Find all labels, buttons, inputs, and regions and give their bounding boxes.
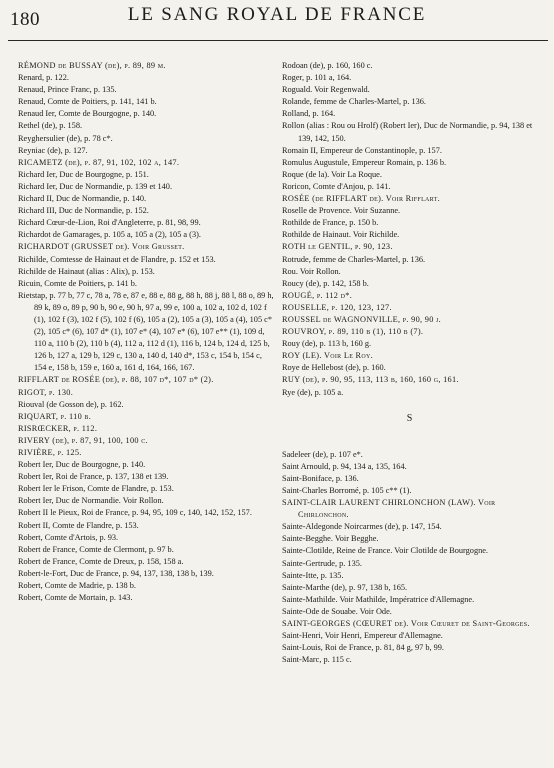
index-entry: Saint-Henri, Voir Henri, Empereur d'Allemagne. — [282, 631, 443, 641]
r-entries — [282, 60, 538, 399]
index-entry: Richard III, Duc de Normandie, p. 152. — [18, 206, 149, 216]
index-entry: Robert Ier, Duc de Normandie. Voir Rollon. — [18, 496, 164, 506]
index-entry: Saint-Charles Borromé, p. 105 c** (1). — [282, 486, 412, 495]
index-entry: Robert II le Pieux, Roi de France, p. 94, 95, 109 c, 140, 142, 152, 157. — [18, 508, 252, 518]
index-entry: Reyniac (de), p. 127. — [18, 145, 88, 155]
index-entry: ROUVROY, p. 89, 110 b (1), 110 b (7). — [282, 327, 424, 337]
index-entry: Roselle de Provence. Voir Suzanne. — [282, 206, 401, 216]
index-entry: Ricuin, Comte de Poitiers, p. 141 b. — [18, 278, 137, 288]
s-entries — [282, 449, 538, 667]
index-entry: Sainte-Aldegonde Noircarmes (de), p. 147, 154. — [282, 522, 442, 532]
index-entry: RICHARDOT (GRUSSET de). Voir Grusset. — [18, 242, 185, 252]
index-entry: Roque (de la). Voir La Roque. — [282, 169, 382, 179]
index-entry: Richard Ier, Duc de Bourgogne, p. 151. — [18, 169, 149, 179]
index-entry: Rothilde de France, p. 150 b. — [282, 218, 379, 228]
index-entry: Rou. Voir Rollon. — [282, 266, 341, 276]
section-letter: S — [406, 412, 414, 424]
right-index-column — [282, 60, 538, 666]
index-entry: Rethel (de), p. 158. — [18, 121, 83, 131]
index-entry: Richard Ier, Duc de Normandie, p. 139 et 140. — [18, 181, 173, 191]
index-entry: Roger, p. 101 a, 164. — [282, 73, 352, 83]
index-entry: Sainte-Ode de Souabe. Voir Ode. — [282, 606, 392, 616]
index-entry: RÉMOND de BUSSAY (de), p. 89, 89 m. — [18, 61, 166, 70]
index-entry: ROUSELLE, p. 120, 123, 127. — [282, 302, 392, 312]
index-entry: Richardot de Gamarages, p. 105 a, 105 a (2), 105 a (3). — [18, 230, 201, 240]
index-entry: ROUGÉ, p. 112 d*. — [282, 290, 353, 300]
index-entry: Romain II, Empereur de Constantinople, p. 157. — [282, 145, 442, 155]
index-entry: Sainte-Gertrude, p. 135. — [282, 558, 362, 568]
index-entry: Sainte-Clotilde, Reine de France. Voir Clotilde de Bourgogne. — [282, 546, 489, 556]
index-entry: RIVERY (de), p. 87, 91, 100, 100 c. — [18, 435, 148, 445]
index-entry: Richilde de Hainaut (alias : Alix), p. 153. — [18, 266, 155, 276]
index-entry: Rolande, femme de Charles-Martel, p. 136. — [282, 97, 427, 107]
index-entry: Riouval (de Gosson de), p. 162. — [18, 399, 124, 409]
index-entry: Sainte-Itte, p. 135. — [282, 570, 344, 580]
index-entry: Renaud, Comte de Poitiers, p. 141, 141 b. — [18, 97, 157, 107]
index-entry: Robert, Comte de Mortain, p. 143. — [18, 593, 133, 603]
index-entry: SAINT-GEORGES (CŒURET de). Voir Cœuret de Saint-Georges. — [282, 619, 530, 629]
index-entry: Rouy (de), p. 113 b, 160 g. — [282, 339, 372, 349]
index-entry: Robert II, Comte de Flandre, p. 153. — [18, 520, 139, 530]
index-entry: Sainte-Mathilde. Voir Mathilde, Impératrice d'Allemagne. — [282, 594, 475, 604]
index-entry: RIVIÈRE, p. 125. — [18, 448, 82, 457]
index-entry: Renaud Ier, Comte de Bourgogne, p. 140. — [18, 109, 157, 119]
running-title: LE SANG ROYAL DE FRANCE — [127, 4, 427, 25]
index-entry: Rollon (alias : Rou ou Hrolf) (Robert Ier), Duc de Normandie, p. 94, 138 et 139, 142, 150. — [282, 121, 533, 143]
index-entry: Reyghersulier (de), p. 78 c*. — [18, 133, 113, 143]
index-entry: Saint-Boniface, p. 136. — [282, 473, 359, 483]
index-entry: Saint-Marc, p. 115 c. — [282, 655, 352, 665]
index-entry: Saint Arnould, p. 94, 134 a, 135, 164. — [282, 461, 407, 471]
index-entry: ROY (LE). Voir Le Roy. — [282, 351, 374, 361]
index-entry: Rietstap, p. 77 b, 77 c, 78 a, 78 e, 87 e, 88 e, 88 g, 88 h, 88 j, 88 l, 88 o, 89 h, 89 k, 89 o, 89 p, 90 b, 90 e, 90 h, 97 a, 99 e, 100 a, 102 a, 102 d, 102 f (1), 102 f (3), 102 f (5), 102 f (6), 105 a (2), 105 a (3), 105 a (4), 105 c* (2), 105 c* (6), 107 d* (1), 107 e* (4), 107 e* (6), 107 e** (1), 109 d, 110 a, 110 b (2), 110 b (4), 112 a, 112 d (1), 116 b, 124 b, 124 d, 125 b, 126 b, 127 a, 129 b, 129 c, 130 a, 140 d, 140 d*, 153 c, 154 b, 154 c, 154 e, 158 b, 159 e, 160 a, 161 d, 164, 166, 167. — [18, 290, 274, 373]
index-entry: Robert, Comte de Madrie, p. 138 b. — [18, 581, 136, 591]
index-entry: Roucy (de), p. 142, 158 b. — [282, 278, 369, 288]
left-index-column — [18, 60, 274, 604]
index-entry: Rothilde de Hainaut. Voir Richilde. — [282, 230, 400, 240]
header-rule — [8, 40, 548, 41]
index-entry: Richard Cœur-de-Lion, Roi d'Angleterre, p. 81, 98, 99. — [18, 218, 201, 228]
index-entry: RIGOT, p. 130. — [18, 387, 74, 397]
index-entry: Richilde, Comtesse de Hainaut et de Flandre, p. 152 et 153. — [18, 254, 216, 264]
index-entry: Sainte-Begghe. Voir Begghe. — [282, 534, 379, 544]
index-entry: SAINT-CLAIR LAURENT CHIRLONCHON (LAW). Voir Chirlonchon. — [282, 498, 496, 520]
page-number: 180 — [10, 9, 40, 30]
index-entry: Roye de Hellebost (de), p. 160. — [282, 363, 386, 373]
index-entry: Rye (de), p. 105 a. — [282, 387, 344, 397]
index-entry: Robert-le-Fort, Duc de France, p. 94, 137, 138, 138 b, 139. — [18, 568, 214, 578]
index-entry: Robert Ier, Duc de Bourgogne, p. 140. — [18, 460, 146, 470]
index-entry: Rolland, p. 164. — [282, 109, 336, 119]
index-entry: Sainte-Marthe (de), p. 97, 138 b, 165. — [282, 582, 408, 592]
index-entry: Richard II, Duc de Normandie, p. 140. — [18, 194, 147, 204]
index-entry: ROUSSEL de WAGNONVILLE, p. 90, 90 j. — [282, 314, 442, 324]
index-entry: ROTH le GENTIL, p. 90, 123. — [282, 242, 393, 252]
index-entry: Robert de France, Comte de Dreux, p. 158, 158 a. — [18, 556, 184, 566]
index-entry: Robert Ier, Roi de France, p. 137, 138 et 139. — [18, 472, 169, 482]
index-entry: Romulus Augustule, Empereur Romain, p. 136 b. — [282, 157, 447, 167]
index-entry: Rodoan (de), p. 160, 160 c. — [282, 61, 373, 70]
index-entry: Roricon, Comte d'Anjou, p. 141. — [282, 181, 391, 191]
index-entry: RICAMETZ (de), p. 87, 91, 102, 102 a, 147. — [18, 157, 180, 167]
index-entry: Saint-Louis, Roi de France, p. 81, 84 g, 97 b, 99. — [282, 643, 445, 653]
index-entry: Robert Ier le Frison, Comte de Flandre, p. 153. — [18, 484, 174, 494]
index-entry: Robert, Comte d'Artois, p. 93. — [18, 532, 119, 542]
index-entry: RISRŒCKER, p. 112. — [18, 423, 98, 433]
index-entry: Roguald. Voir Regenwald. — [282, 85, 370, 95]
index-entry: Renaud, Prince Franc, p. 135. — [18, 85, 117, 95]
index-entry: ROSÉE (de RIFFLART de). Voir Rifflart. — [282, 194, 440, 204]
index-entry: Renard, p. 122. — [18, 73, 69, 83]
index-entry: Sadeleer (de), p. 107 e*. — [282, 449, 363, 459]
index-entry: RIFFLART de ROSÉE (de), p. 88, 107 d*, 107 d* (2). — [18, 375, 214, 385]
index-entry: Rotrude, femme de Charles-Martel, p. 136. — [282, 254, 426, 264]
index-entry: RIQUART, p. 110 b. — [18, 411, 92, 421]
index-entry: RUY (de), p. 90, 95, 113, 113 b, 160, 160 g, 161. — [282, 375, 459, 385]
index-entry: Robert de France, Comte de Clermont, p. 97 b. — [18, 544, 174, 554]
